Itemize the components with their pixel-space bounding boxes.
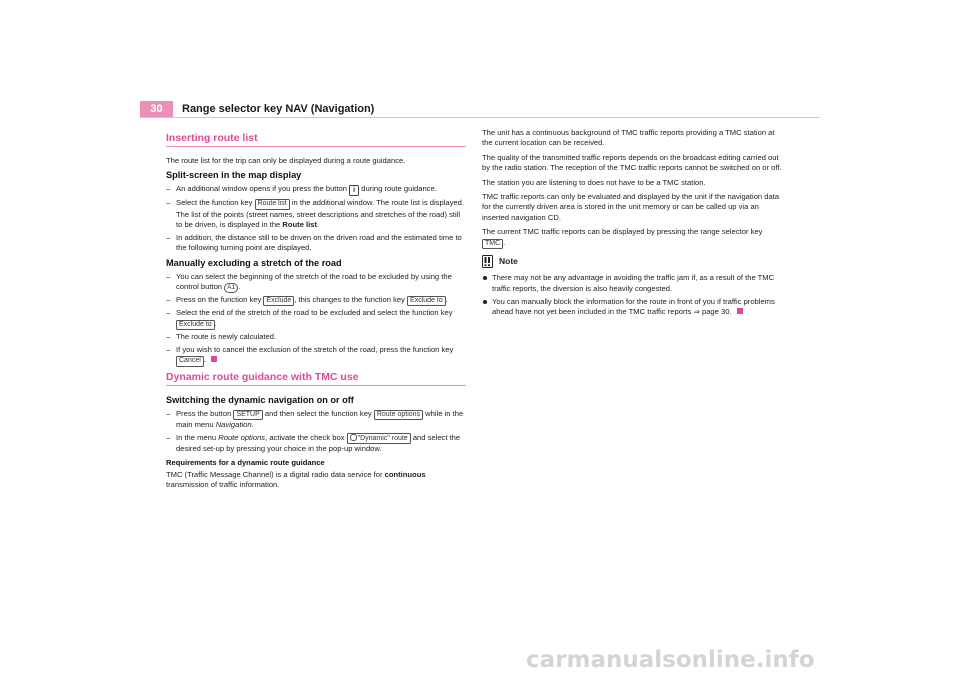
step: – If you wish to cancel the exclusion of the stretch of the road, press the function key Cancel . <box>166 345 466 367</box>
split-screen-steps <box>166 184 466 253</box>
cancel-key: Cancel <box>176 356 204 367</box>
section-title-dynamic-route: Dynamic route guidance with TMC use <box>166 371 466 386</box>
tmc-paragraph: The unit has a continuous background of TMC traffic reports providing a TMC station at the current location can be received. <box>482 128 775 148</box>
left-column <box>166 128 466 495</box>
tmc-paragraph: The station you are listening to does not have to be a TMC station. <box>482 177 706 187</box>
subheading-switch-dynamic: Switching the dynamic navigation on or off <box>166 394 354 405</box>
right-column <box>482 128 784 321</box>
step: – An additional window opens if you press the button i during route guidance. <box>166 184 466 196</box>
exclude-key: Exclude <box>263 296 294 307</box>
step: – Press on the function key Exclude , this changes to the function key Exclude to . <box>166 295 466 307</box>
requirements-text: TMC (Traffic Message Channel) is a digital radio data service for continuous transmission of traffic information. <box>166 469 426 490</box>
switch-steps <box>166 409 466 455</box>
step: – In addition, the distance still to be driven on the driven road and the estimated time to the following turning point are displayed. <box>166 233 466 254</box>
checkbox-icon <box>350 434 357 441</box>
control-button-a1-icon: A1 <box>224 283 238 293</box>
section-end-mark <box>211 356 217 362</box>
subheading-exclude-stretch: Manually excluding a stretch of the road <box>166 257 342 268</box>
running-title: Range selector key NAV (Navigation) <box>182 103 375 115</box>
step: – Press the button SETUP and then select the function key Route options while in the main menu Navigation. <box>166 409 466 431</box>
subheading-split-screen: Split-screen in the map display <box>166 170 302 181</box>
exclude-to-key: Exclude to <box>176 320 215 331</box>
info-button-icon: i <box>349 185 359 196</box>
note-bullet: You can manually block the information for the route in front of you if traffic problems ahead have not yet been included in the TMC traffic reports ⇒ page 30. <box>482 297 784 318</box>
note-bullet: There may not be any advantage in avoiding the traffic jam if, as a result of the TMC traffic reports, the diversion is also heavily congested. <box>482 273 784 294</box>
section-end-mark <box>737 308 743 314</box>
dynamic-route-checkbox-key: "Dynamic" route <box>347 433 411 445</box>
route-list-key: Route list <box>255 199 290 210</box>
header-rule <box>140 117 820 118</box>
step: – The route is newly calculated. <box>166 332 466 342</box>
tmc-paragraph: TMC traffic reports can only be evaluated and displayed by the unit if the navigation data for the currently driven area is stored in the unit memory or can be called up via an inserted navigation CD. <box>482 192 780 222</box>
route-list-intro: The route list for the trip can only be displayed during a route guidance. <box>166 156 406 165</box>
page-number: 30 <box>140 101 173 117</box>
watermark: carmanualsonline.info <box>526 647 815 673</box>
tmc-paragraph: The quality of the transmitted traffic reports depends on the broadcast editing carried out by the radio station. The reception of the TMC traffic reports cannot be switched on or off. <box>482 152 782 173</box>
exclude-to-key: Exclude to <box>407 296 446 307</box>
step: – Select the function key Route list in the additional window. The route list is displayed. The list of the points (street names, street descriptions and stretches of the road) still to be driven, is displayed in the Route list. <box>166 198 466 230</box>
page-reference-link[interactable]: ⇒ page 30. <box>693 307 732 317</box>
section-title-route-list: Inserting route list <box>166 132 466 147</box>
note-heading <box>482 255 784 268</box>
requirements-heading: Requirements for a dynamic route guidance <box>166 458 325 468</box>
exclude-steps <box>166 272 466 367</box>
note-icon <box>482 255 493 268</box>
note-label: Note <box>499 256 518 267</box>
tmc-paragraph: The current TMC traffic reports can be displayed by pressing the range selector key TMC . <box>482 227 784 249</box>
tmc-key: TMC <box>482 239 503 250</box>
step: – Select the end of the stretch of the road to be excluded and select the function key Exclude to . <box>166 308 466 330</box>
setup-key: SETUP <box>233 410 262 421</box>
step: – In the menu Route options, activate the check box "Dynamic" route and select the desired set-up by pressing your choice in the pop-up window. <box>166 433 466 455</box>
step: – You can select the beginning of the stretch of the road to be excluded by using the control button A1 . <box>166 272 466 293</box>
route-options-key: Route options <box>374 410 423 421</box>
